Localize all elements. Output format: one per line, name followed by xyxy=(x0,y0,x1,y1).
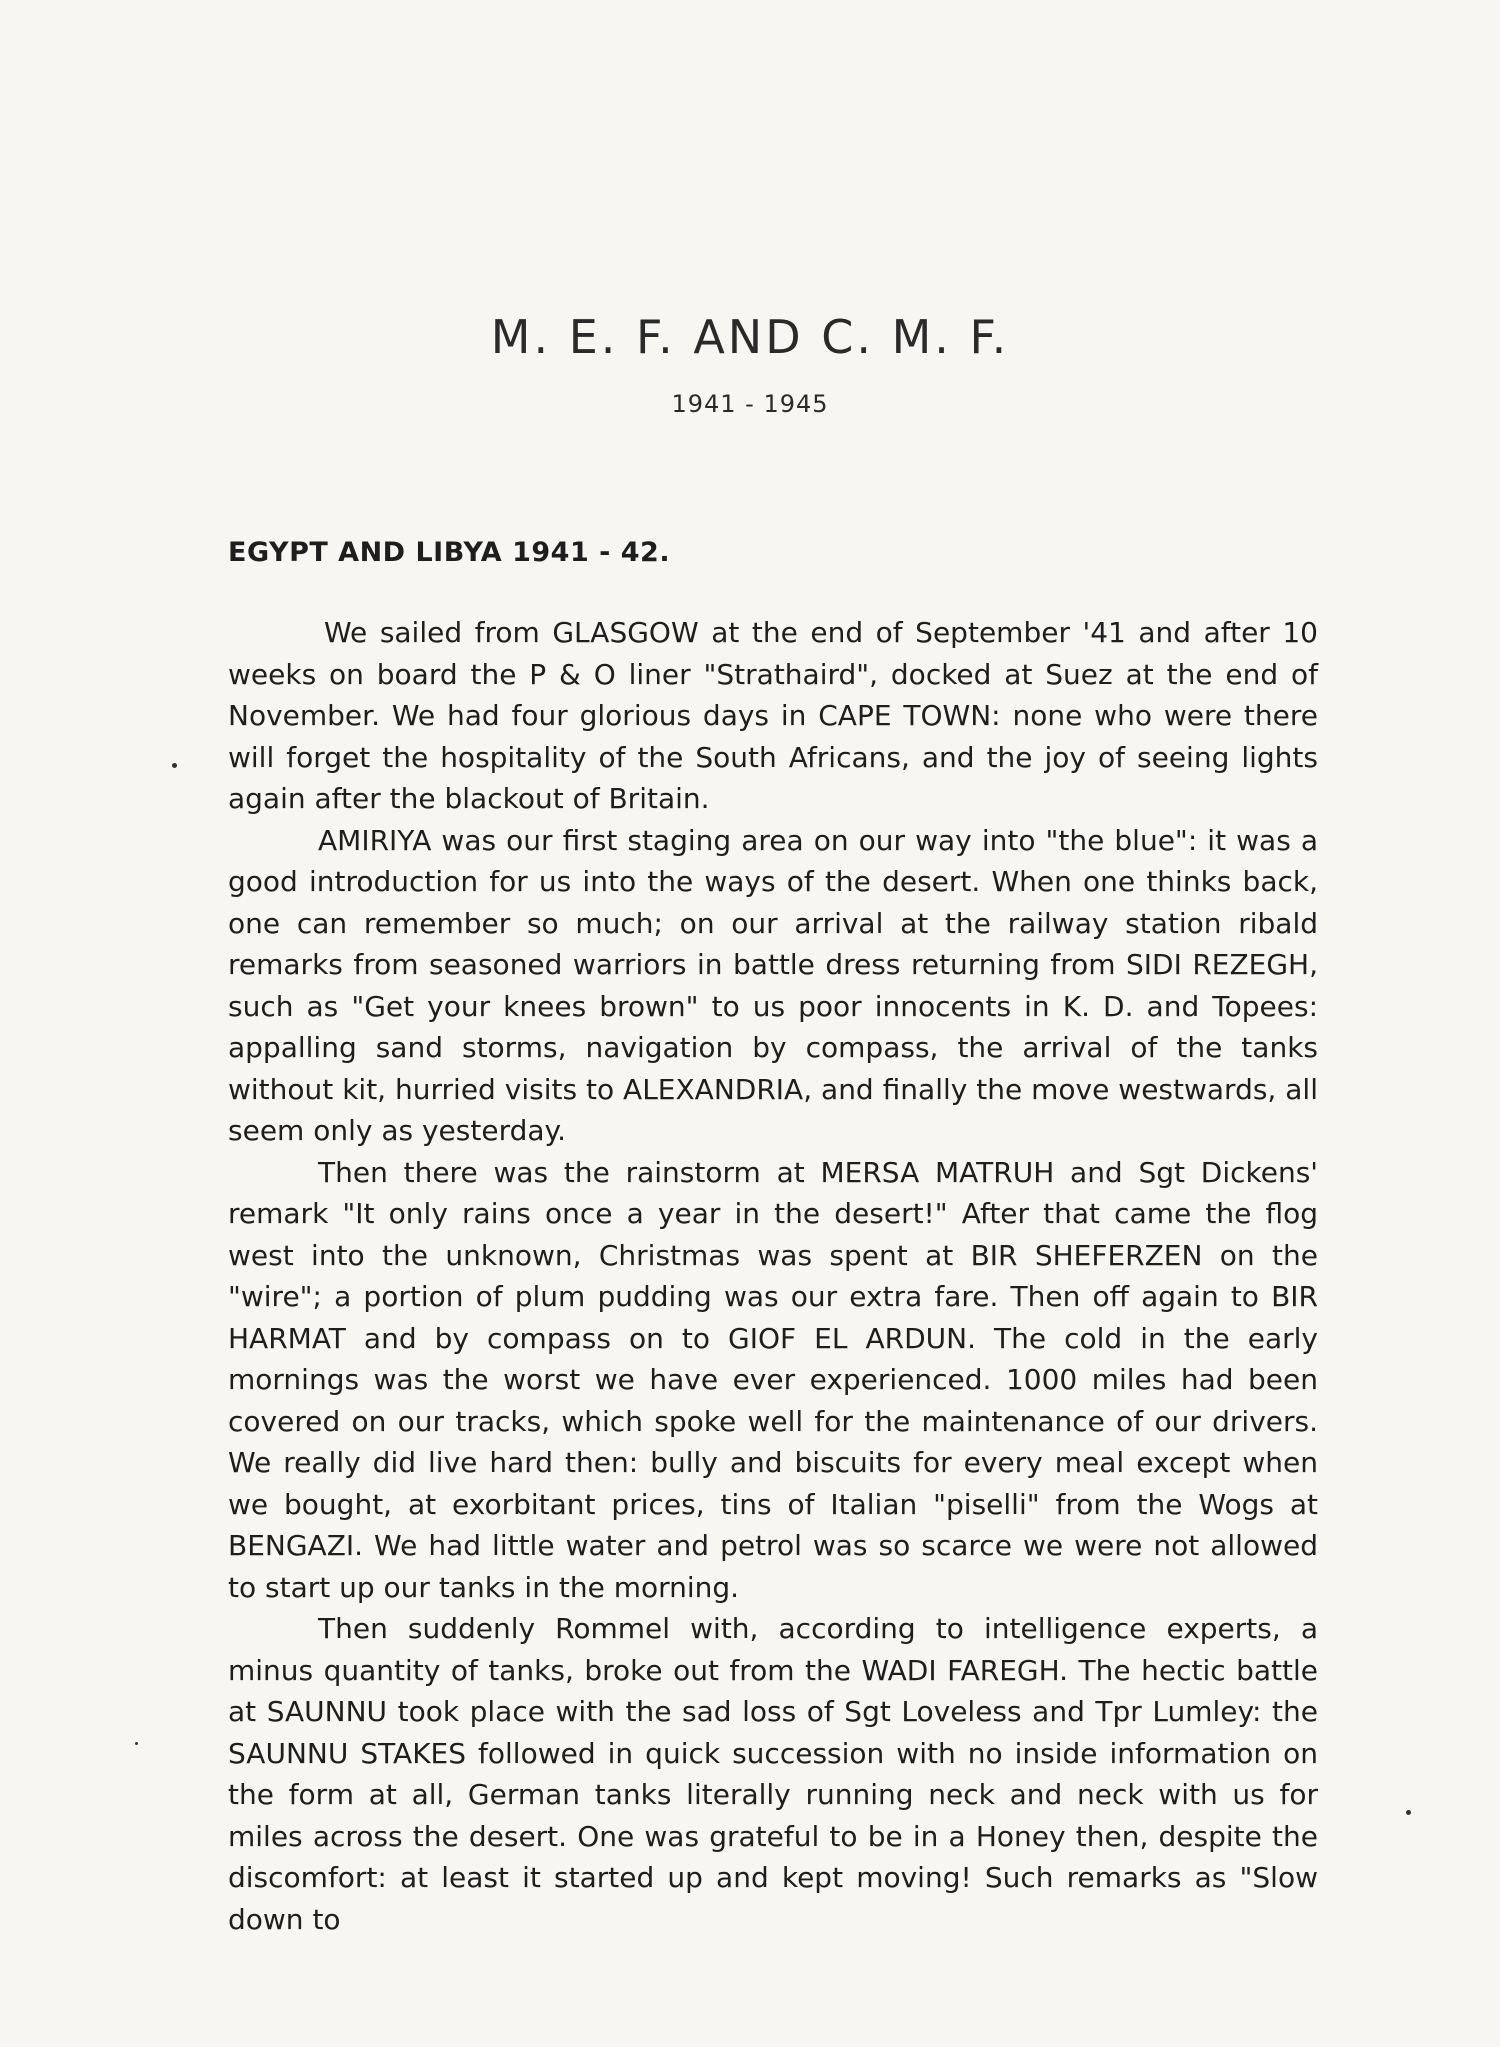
page-title: M. E. F. AND C. M. F. xyxy=(490,310,1010,364)
page-subtitle-years: 1941 - 1945 xyxy=(671,390,829,418)
speck-mark xyxy=(1406,1810,1411,1815)
section-heading: EGYPT AND LIBYA 1941 - 42. xyxy=(228,537,671,568)
speck-mark xyxy=(135,1742,138,1745)
paragraph: Then there was the rainstorm at MERSA MATRUH and Sgt Dickens' remark "It only rains once a year in the desert!" After that came the flog west into the unknown, Christmas was spent at BIR SHEFERZEN on the "wire"; a portion of plum pudding was our extra fare. Then off again to BIR HARMAT and by compass on to GIOF EL ARDUN. The cold in the early mornings was the worst we have ever experienced. 1000 miles had been covered on our tracks, which spoke well for the maintenance of our drivers. We really did live hard then: bully and biscuits for every meal except when we bought, at exorbitant prices, tins of Italian "piselli" from the Wogs at BENGAZI. We had little water and petrol was so scarce we were not allowed to start up our tanks in the morning. xyxy=(228,1155,1318,1604)
paragraph: AMIRIYA was our first staging area on our way into "the blue": it was a good introduction for us into the ways of the desert. When one thinks back, one can remember so much; on our arrival at the railway station ribald remarks from seasoned warriors in battle dress returning from SIDI REZEGH, such as "Get your knees brown" to us poor innocents in K. D. and Topees: appalling sand storms, navigation by compass, the arrival of the tanks without kit, hurried visits to ALEXANDRIA, and finally the move westwards, all seem only as yesterday. xyxy=(228,823,1318,1147)
speck-mark xyxy=(172,763,177,768)
paragraph: We sailed from GLASGOW at the end of September '41 and after 10 weeks on board the P & O liner "Strathaird", docked at Suez at the end of November. We had four glorious days in CAPE TOWN: none who were there will forget the hospitality of the South Africans, and the joy of seeing lights again after the blackout of Britain. xyxy=(228,616,1318,815)
paragraph: Then suddenly Rommel with, according to intelligence experts, a minus quantity of tanks, broke out from the WADI FAREGH. The hectic battle at SAUNNU took place with the sad loss of Sgt Loveless and Tpr Lumley: the SAUNNU STAKES followed in quick succession with no inside information on the form at all, German tanks literally running neck and neck with us for miles across the desert. One was grateful to be in a Honey then, despite the discomfort: at least it started up and kept moving! Such remarks as "Slow down to xyxy=(228,1612,1318,1936)
body-text xyxy=(228,612,1318,1940)
